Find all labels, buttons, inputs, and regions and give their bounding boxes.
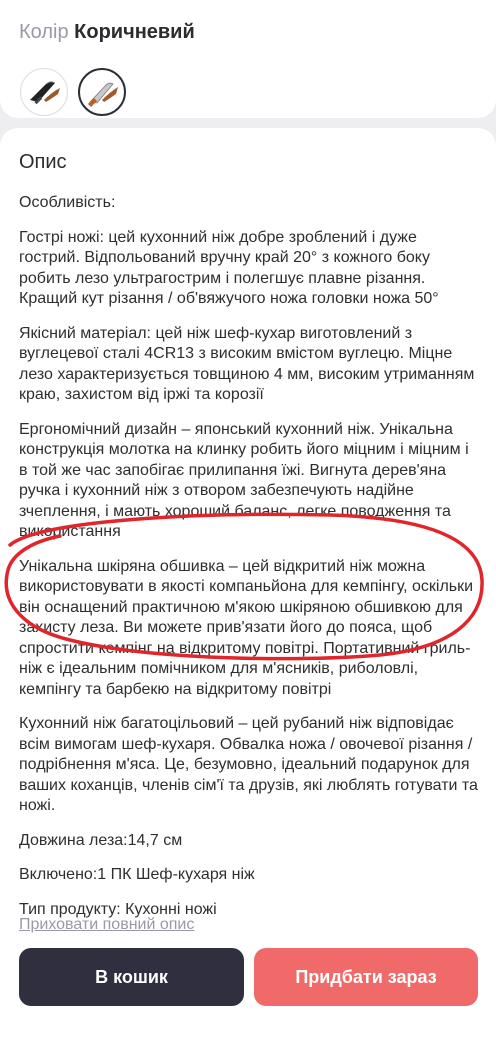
color-label: Колір bbox=[19, 21, 69, 43]
black-knife-icon bbox=[24, 72, 64, 112]
description-body bbox=[19, 193, 481, 934]
description-paragraph: Особливість: bbox=[19, 194, 116, 211]
hide-description-link[interactable]: Приховати повний опис bbox=[19, 916, 195, 933]
description-paragraph: Якісний матеріал: цей ніж шеф-кухар виготовлений з вуглецевої сталі 4CR13 з високим вмістом вуглецю. Міцне лезо характеризується товщиною 4 мм, високим утриманням краю, захистом від іржі та корозії bbox=[19, 324, 475, 403]
swatch-black-knife[interactable] bbox=[20, 68, 68, 116]
color-value: Коричневий bbox=[74, 21, 195, 43]
description-paragraph: Гострі ножі: цей кухонний ніж добре зроблений і дуже гострий. Відпольований вручну край 20° з кожного боку робить лезо ультрагострим і полегшує плавне різання. Кращий кут різання / об'вяжучого ножа головки ножа 50° bbox=[19, 228, 439, 307]
description-title: Опис bbox=[19, 151, 67, 173]
brown-knife-icon bbox=[82, 72, 122, 112]
description-paragraph: Довжина леза:14,7 см bbox=[19, 831, 183, 849]
description-paragraph: Включено:1 ПК Шеф-кухаря ніж bbox=[19, 866, 255, 883]
buy-now-button[interactable]: Придбати зараз bbox=[254, 948, 478, 1006]
swatch-brown-knife[interactable] bbox=[78, 68, 126, 116]
description-paragraph: Тип продукту: Кухонні ножі bbox=[19, 900, 217, 918]
add-to-cart-button[interactable]: В кошик bbox=[19, 948, 244, 1006]
color-selector-header bbox=[19, 20, 195, 44]
description-paragraph: Ергономічний дизайн – японський кухонний ніж. Унікальна конструкція молотка на клинку робить його міцним і міцним і в той же час запобігає прилипання їжі. Вигнута дерев'яна ручка і кухонний ніж з отвором забезпечують надійне зчеплення, і мають хороший баланс, легке поводження та використання bbox=[19, 420, 469, 540]
description-paragraph: Кухонний ніж багатоцільовий – цей рубаний ніж відповідає всім вимогам шеф-кухаря. Обвалка ножа / овочевої різання / подрібнення м'яса. Це, безумовно, ідеальний подарунок для ваших коханців, членів сім'ї та друзів, які люблять готувати та ножі. bbox=[19, 715, 478, 814]
color-card bbox=[0, 0, 496, 118]
description-paragraph: Унікальна шкіряна обшивка – цей відкритий ніж можна використовувати в якості компаньйона для кемпінгу, оскільки він оснащений практичною м'якою шкіряною обшивкою для захисту леза. Ви можете прив'язати його до пояса, щоб спростити кемпінг на відкритому повітрі. Портативний гриль-ніж є ідеальним помічником для м'ясників, риболовлі, кемпінгу та барбекю на відкритому повітрі bbox=[19, 557, 474, 698]
